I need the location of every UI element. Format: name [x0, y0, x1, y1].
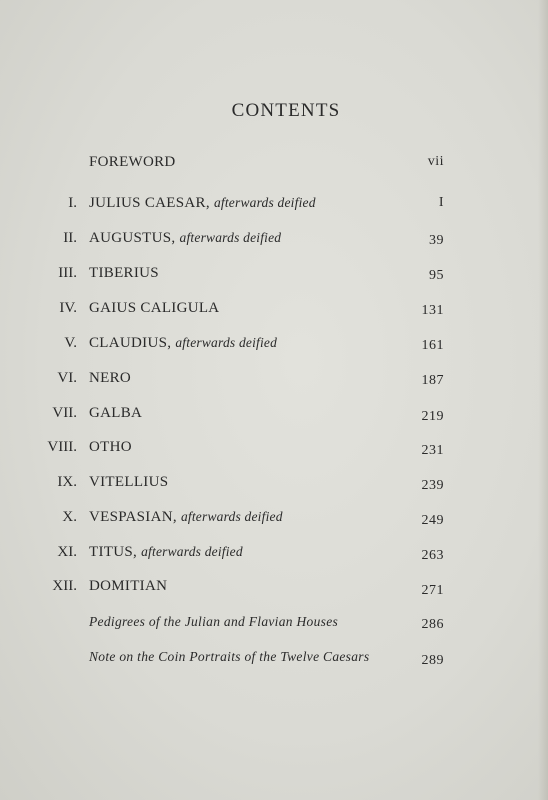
toc-entry-augustus: [0, 228, 548, 248]
entry-number: XII.: [52, 578, 77, 594]
entry-page-number: 131: [421, 303, 444, 318]
entry-title: GALBA: [89, 405, 143, 421]
toc-entry-otho: [0, 437, 548, 457]
entry-page-number: 286: [421, 617, 444, 632]
entry-title: VESPASIAN, afterwards deified: [89, 509, 283, 525]
entry-page-number: 289: [421, 653, 444, 668]
entry-page-number: 187: [421, 373, 444, 388]
entry-number: V.: [64, 335, 77, 351]
entry-page-number: 39: [429, 233, 444, 248]
toc-entry-coin-portraits: [0, 647, 548, 667]
toc-entry-foreword: [0, 152, 548, 172]
toc-entry-galba: [0, 403, 548, 423]
toc-entry-vitellius: [0, 472, 548, 492]
entry-note: afterwards deified: [175, 335, 278, 350]
toc-entry-vespasian: [0, 507, 548, 527]
entry-page-number: I: [438, 195, 444, 210]
toc-entry-pedigrees: [0, 612, 548, 632]
entry-number: II.: [63, 230, 77, 246]
entry-page-number: 263: [421, 548, 444, 563]
entry-title: JULIUS CAESAR, afterwards deified: [89, 195, 316, 211]
entry-page-number: 219: [421, 409, 444, 424]
entry-title: TITUS, afterwards deified: [89, 544, 243, 560]
entry-title: TIBERIUS: [89, 265, 159, 281]
entry-number: VII.: [52, 405, 77, 421]
contents-heading: CONTENTS: [231, 100, 341, 121]
entry-page-number: 271: [421, 583, 444, 598]
entry-title: AUGUSTUS, afterwards deified: [89, 230, 282, 246]
entry-page-number: vii: [427, 154, 444, 169]
entry-number: IV.: [59, 300, 77, 316]
entry-note: afterwards deified: [141, 544, 243, 559]
entry-title: Note on the Coin Portraits of the Twelve Caesars: [89, 649, 370, 664]
entry-page-number: 249: [421, 513, 444, 528]
entry-page-number: 239: [421, 478, 444, 493]
entry-number: X.: [62, 509, 77, 525]
entry-number: VI.: [57, 370, 77, 386]
toc-entry-tiberius: [0, 263, 548, 283]
entry-number: III.: [58, 265, 77, 281]
entry-note: afterwards deified: [179, 230, 282, 245]
toc-entry-julius-caesar: [0, 193, 548, 213]
entry-title: CLAUDIUS, afterwards deified: [89, 335, 278, 351]
entry-title: NERO: [89, 370, 132, 386]
entry-number: XI.: [57, 544, 77, 560]
entry-page-number: 95: [429, 268, 444, 283]
toc-entry-gaius-caligula: [0, 298, 548, 318]
entry-title: VITELLIUS: [89, 474, 169, 490]
entry-note: afterwards deified: [180, 509, 283, 524]
toc-entry-domitian: [0, 576, 548, 596]
entry-page-number: 161: [421, 338, 444, 353]
entry-number: VIII.: [47, 439, 77, 455]
toc-entry-nero: [0, 368, 548, 388]
entry-title: OTHO: [89, 439, 132, 455]
entry-number: IX.: [57, 474, 77, 490]
entry-title: GAIUS CALIGULA: [89, 300, 220, 316]
entry-title: FOREWORD: [89, 154, 176, 170]
entry-title: DOMITIAN: [89, 578, 168, 594]
toc-entry-claudius: [0, 333, 548, 353]
entry-page-number: 231: [421, 443, 444, 458]
entry-note: afterwards deified: [213, 195, 316, 210]
entry-title: Pedigrees of the Julian and Flavian Houses: [89, 614, 339, 629]
toc-entry-titus: [0, 542, 548, 562]
entry-number: I.: [68, 195, 77, 211]
